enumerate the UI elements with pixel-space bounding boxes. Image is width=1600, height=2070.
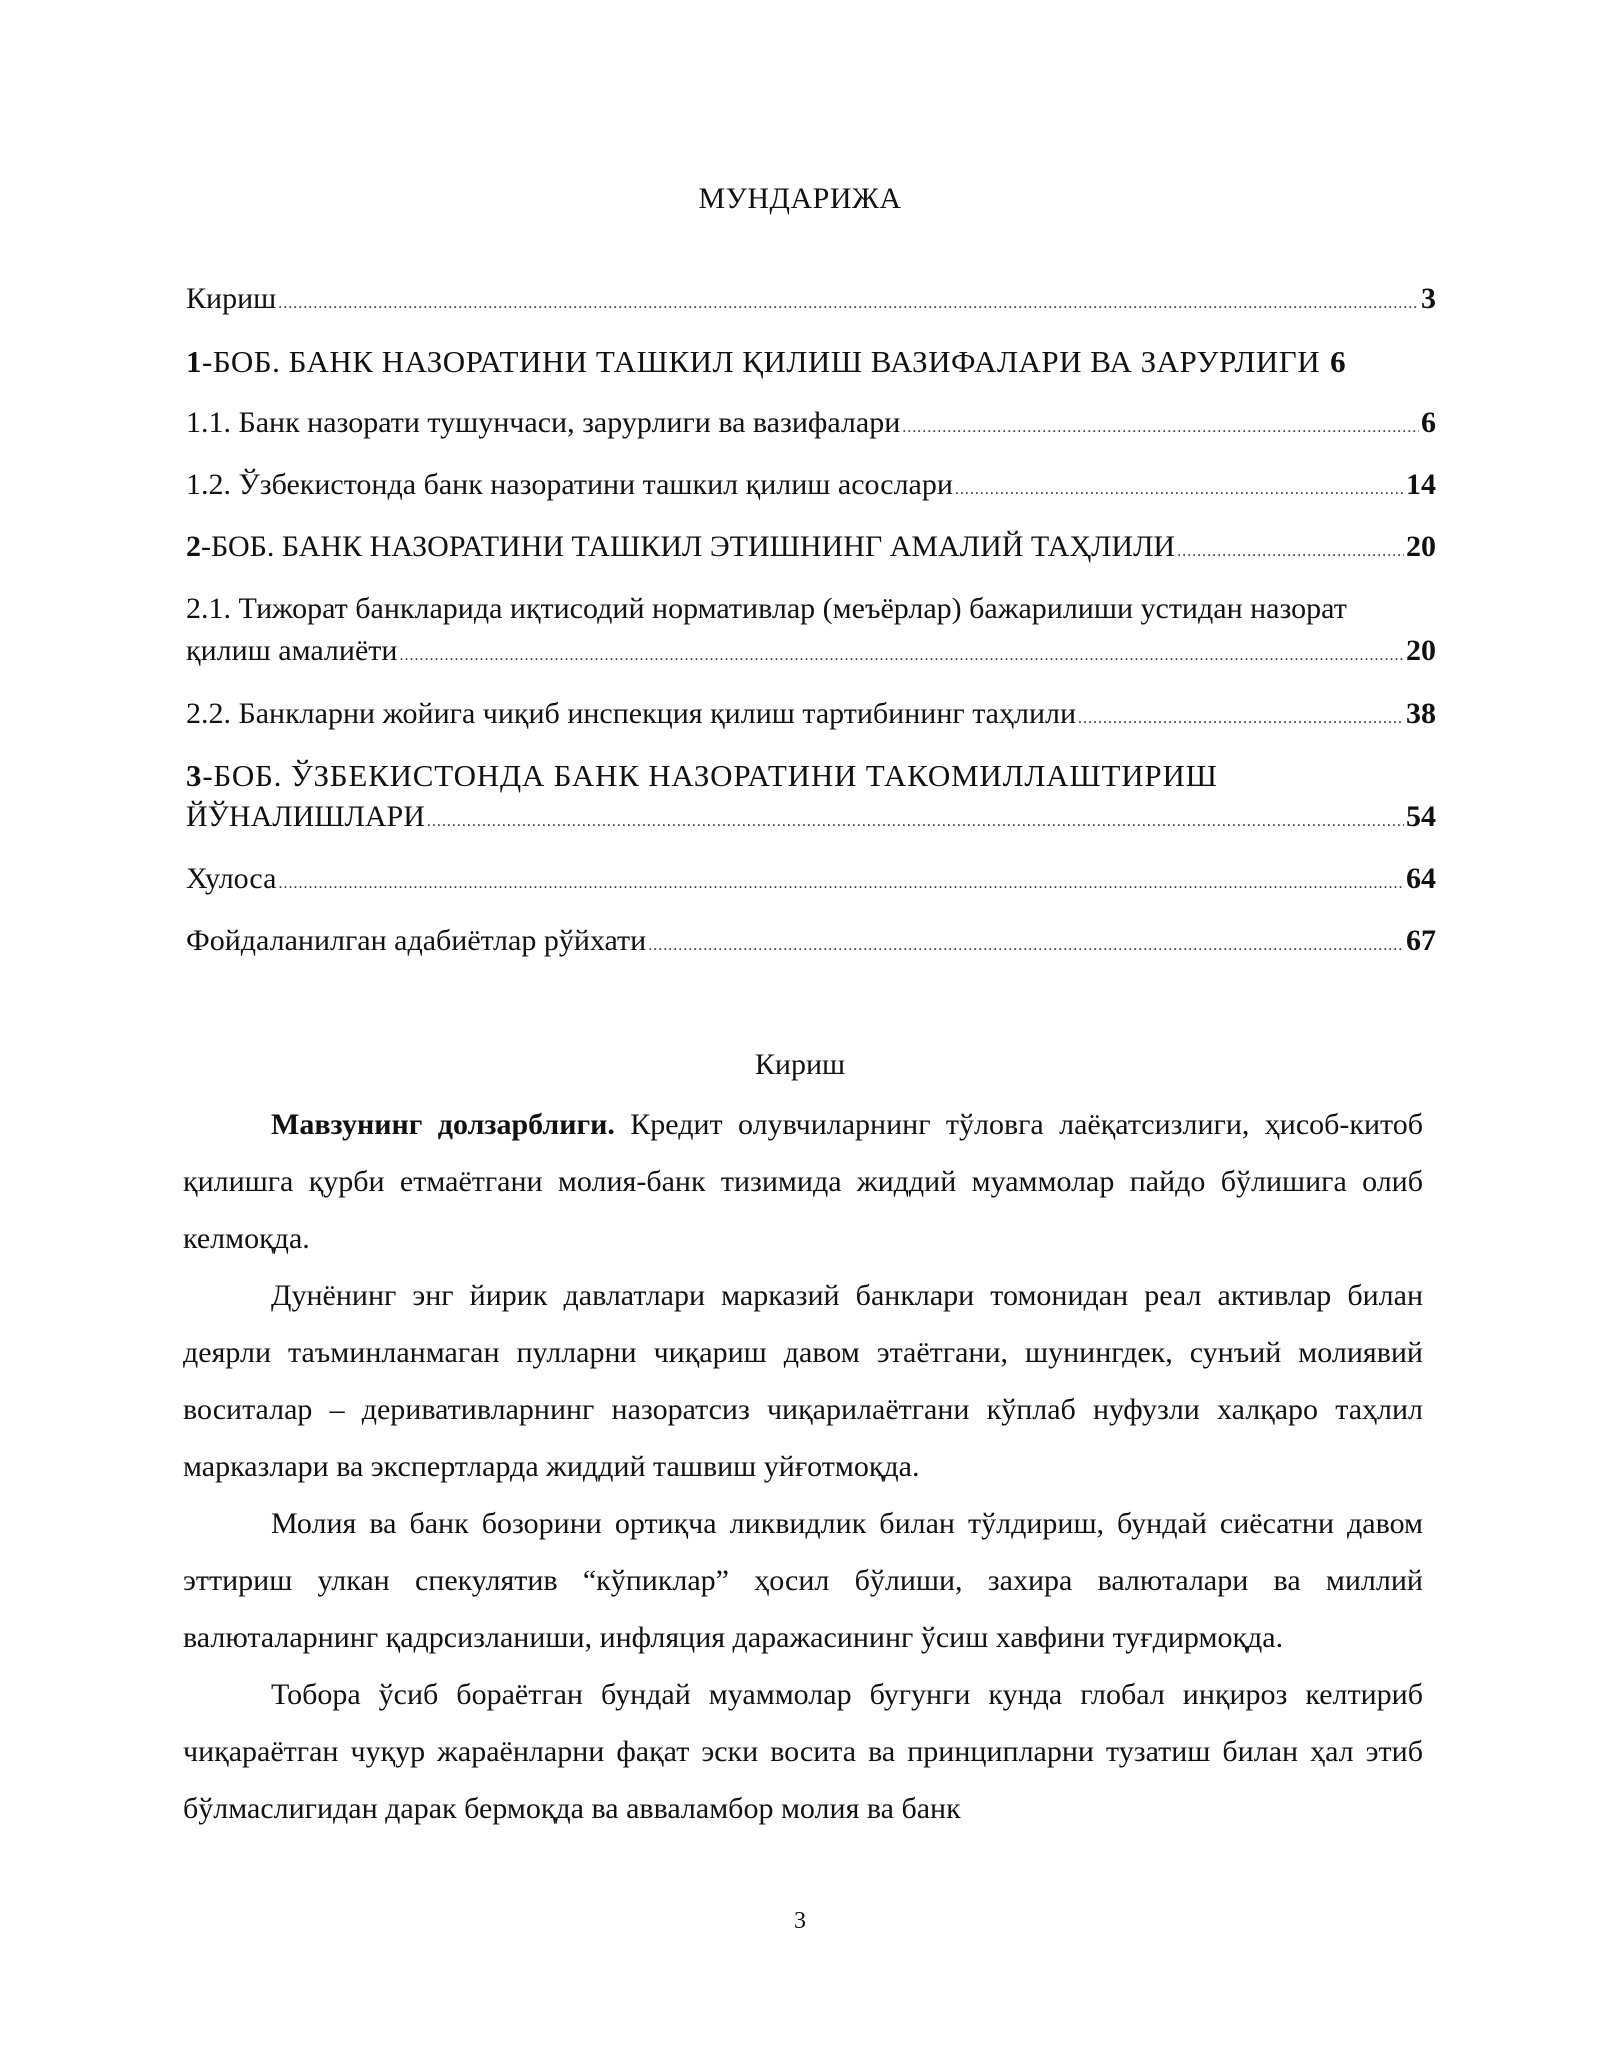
toc-entry-conclusion[interactable] [186,862,1436,896]
paragraph: Дунёнинг энг йирик давлатлари марказий банклари томонидан реал активлар билан деярли таъминланмаган пулларни чиқариш давом этаётгани, шунингдек, сунъий молиявий воситалар – деривативларнинг назоратсиз чиқарилаётгани кўплаб нуфузли халқаро таҳлил марказлари ва экспертларда жиддий ташвиш уйғотмоқда. [183,1279,1423,1483]
toc-leader-dots [1177,543,1404,561]
toc-entry-chapter-1[interactable] [186,344,1436,380]
chapter-number: 3 [186,758,203,793]
toc-entry-label: Хулоса [186,862,277,895]
toc-leader-dots [278,295,1419,313]
toc-entry-label [186,530,1175,564]
toc-title: МУНДАРИЖА [698,182,902,215]
toc-leader-dots [902,419,1419,437]
chapter-title: -БОБ. БАНК НАЗОРАТИНИ ТАШКИЛ ҚИЛИШ ВАЗИФАЛАРИ ВА ЗАРУРЛИГИ [202,344,1321,379]
toc-entry-chapter-2[interactable] [186,530,1436,564]
toc-entry-label: Кириш [186,282,277,315]
intro-body [183,1096,1423,1837]
toc-entry-section-2-1-line1: 2.1. Тижорат банкларида иқтисодий нормативлар (меъёрлар) бажарилиши устидан назорат [186,592,1347,625]
paragraph-text: Кредит олувчиларнинг тўловга лаёқатсизлиги, ҳисоб-китоб қилишга қурби етмаётгани молия-банк тизимида жиддий муаммолар пайдо бўлишига олиб келмоқда. [183,1108,1423,1255]
toc-entry-chapter-3-line1 [186,758,1218,794]
toc-entry-page: 64 [1406,862,1436,895]
toc-entry-label [186,344,1320,380]
toc-entry-section-1-1[interactable] [186,406,1436,440]
toc-entry-references[interactable] [186,924,1436,958]
toc-entry-page: 20 [1406,634,1436,667]
intro-heading: Кириш [754,1048,846,1081]
toc-entry-label: 2.2. Банкларни жойига чиқиб инспекция қилиш тартибининг таҳлили [186,697,1077,730]
toc-entry-section-2-1[interactable] [186,634,1436,668]
toc-entry-page: 20 [1406,530,1436,563]
page-number: 3 [794,1908,806,1934]
toc-entry-section-1-2[interactable] [186,468,1436,502]
chapter-title: -БОБ. БАНК НАЗОРАТИНИ ТАШКИЛ ЭТИШНИНГ АМАЛИЙ ТАҲЛИЛИ [201,530,1176,563]
toc-leader-dots [399,647,1404,665]
toc-entry-label: қилиш амалиёти [186,634,398,667]
toc-entry-page: 54 [1406,800,1436,833]
paragraph [183,1096,1423,1267]
toc-leader-dots [278,875,1404,893]
toc-entry-introduction[interactable] [186,282,1436,316]
toc-entry-section-2-2[interactable] [186,697,1436,731]
chapter-number: 2 [186,530,201,563]
toc-entry-page: 6 [1421,406,1436,439]
toc-entry-page: 38 [1406,697,1436,730]
chapter-number: 1 [186,344,202,379]
paragraph: Молия ва банк бозорини ортиқча ликвидлик билан тўлдириш, бундай сиёсатни давом эттириш улкан спекулятив “кўпиклар” ҳосил бўлиши, захира валюталари ва миллий валюталарнинг қадрсизланиши, инфляция даражасининг ўсиш хавфини туғдирмоқда. [183,1507,1423,1654]
toc-leader-dots [955,481,1404,499]
toc-entry-page: 14 [1406,468,1436,501]
toc-entry-label: 1.2. Ўзбекистонда банк назоратини ташкил қилиш асослари [186,468,953,501]
toc-entry-page: 67 [1406,924,1436,957]
toc-entry-label: Фойдаланилган адабиётлар рўйхати [186,924,647,957]
toc-entry-label: ЙЎНАЛИШЛАРИ [186,800,425,833]
chapter-title: -БОБ. ЎЗБЕКИСТОНДА БАНК НАЗОРАТИНИ ТАКОМИЛЛАШТИРИШ [202,758,1218,793]
toc-entry-page: 6 [1330,344,1347,379]
toc-leader-dots [648,937,1404,955]
paragraph-lead: Мавзунинг долзарблиги. [271,1108,615,1141]
toc-entry-label: 1.1. Банк назорати тушунчаси, зарурлиги ва вазифалари [186,406,901,439]
toc-entry-chapter-3[interactable] [186,800,1436,834]
toc-leader-dots [427,813,1404,831]
paragraph: Тобора ўсиб бораётган бундай муаммолар бугунги кунда глобал инқироз келтириб чиқараётган чуқур жараёнларни фақат эски восита ва принципларни тузатиш билан ҳал этиб бўлмаслигидан дарак бермоқда ва авваламбор молия ва банк [183,1678,1423,1825]
toc-leader-dots [1078,710,1404,728]
toc-entry-page: 3 [1421,282,1436,315]
